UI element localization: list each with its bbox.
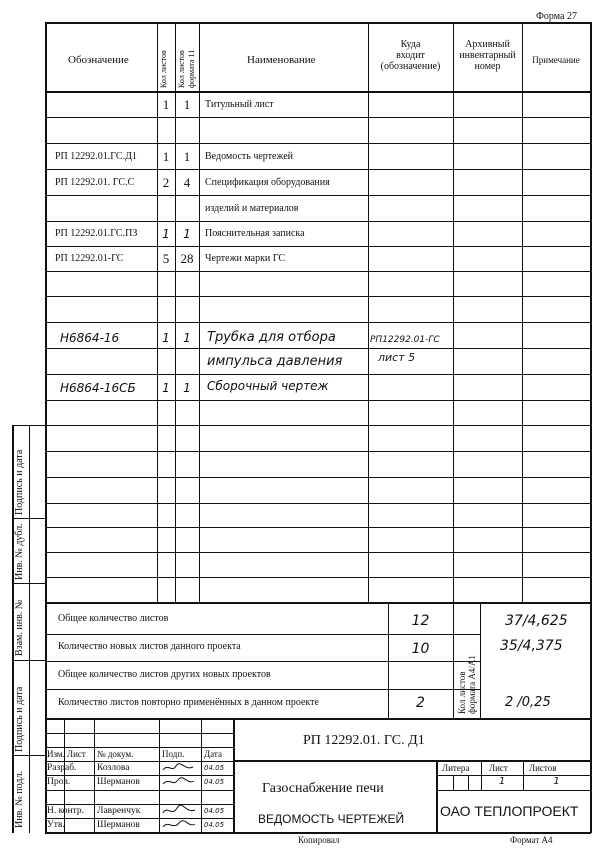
title-sheet-label: Лист [489, 763, 508, 773]
title-sheets-label: Листов [529, 763, 557, 773]
header-where-used-3: (обозначение) [380, 61, 441, 72]
row-sheets-handwritten: 1 [162, 331, 170, 345]
title-hdr-docnum: № докум. [97, 749, 134, 759]
header-name: Наименование [247, 54, 316, 66]
title-sheets-value: 1 [553, 776, 560, 787]
row-code-handwritten: Н6864-16СБ [60, 381, 136, 395]
row-sheets: 1 [162, 97, 170, 112]
title-person: Лавренчук [97, 806, 141, 816]
row-name-handwritten: Сборочный чертеж [207, 379, 329, 393]
title-date: 04.05 [204, 821, 225, 829]
row-code: РП 12292.01.ГС.ПЗ [55, 228, 138, 239]
header-designation: Обозначение [68, 54, 129, 66]
summary-format-label-1: Кол листов [457, 671, 467, 714]
row-name-handwritten: импульса давления [207, 354, 343, 369]
row-name: Чертежи марки ГС [205, 253, 286, 264]
row-format-handwritten: 1 [183, 331, 191, 345]
row-format: 1 [183, 97, 191, 112]
signatures [160, 761, 200, 833]
side-label-replace-inv: Взам. инв. № [14, 599, 25, 656]
summary-format-label-2: формата А4/А1 [467, 655, 477, 714]
side-label-sign-date: Подпись и дата [14, 449, 25, 515]
row-format: 1 [183, 227, 191, 241]
title-org: ОАО ТЕПЛОПРОЕКТ [440, 803, 579, 819]
row-format: 28 [180, 251, 194, 266]
summary-reused-label: Количество листов повторно применённых в данном проекте [58, 697, 319, 708]
header-format-count-1: Кол листов [177, 50, 186, 88]
header-where-used-2: входит [396, 50, 425, 61]
row-format: 1 [183, 149, 191, 164]
side-label-orig-inv: Инв. № подл. [14, 771, 25, 828]
title-sheet-value: 1 [498, 776, 506, 787]
summary-total-value: 12 [411, 613, 430, 629]
summary-reused-a4: 2 /0,25 [505, 695, 551, 710]
summary-new-a4: 35/4,375 [500, 638, 563, 654]
row-sheets: 5 [162, 251, 170, 266]
title-hdr-sign: Подп. [162, 749, 185, 759]
title-stage-label: Литера [442, 763, 470, 773]
title-role: Утв. [47, 820, 65, 830]
row-name: Ведомость чертежей [205, 151, 294, 162]
header-archive-1: Архивный [465, 39, 510, 50]
title-role: Разраб. [47, 763, 77, 773]
side-label-sign-date-2: Подпись и дата [14, 686, 25, 752]
title-hdr-sheet: Лист [67, 749, 86, 759]
title-date: 04.05 [204, 778, 225, 786]
title-role: Н. контр. [47, 806, 84, 816]
summary-new-label: Количество новых листов данного проекта [58, 641, 241, 652]
form-label: Форма 27 [536, 11, 577, 22]
title-hdr-date: Дата [204, 749, 222, 759]
header-archive-3: номер [474, 61, 501, 72]
summary-total-label: Общее количество листов [58, 613, 169, 624]
row-code: РП 12292.01. ГС.С [55, 177, 135, 188]
title-person: Шерманов [97, 777, 140, 787]
title-date: 04.05 [204, 764, 225, 772]
row-name: Пояснительная записка [205, 228, 305, 239]
header-archive-2: инвентарный [459, 50, 516, 61]
title-doc-code: РП 12292.01. ГС. Д1 [303, 733, 425, 748]
summary-total-a4: 37/4,625 [505, 613, 568, 629]
row-name-handwritten: Трубка для отбора [207, 330, 336, 345]
row-sheets-handwritten: 1 [162, 381, 170, 395]
summary-new-value: 10 [411, 641, 430, 657]
title-person: Шерманов [97, 820, 140, 830]
title-person: Козлова [97, 763, 130, 773]
title-hdr-change: Изм. [47, 749, 65, 759]
row-sheets: 1 [162, 149, 170, 164]
row-name: Спецификация оборудования [205, 177, 330, 188]
footer-format: Формат А4 [510, 835, 553, 845]
row-sheets: 2 [162, 175, 170, 190]
header-sheet-count: Кол листов [159, 50, 168, 88]
header-note: Примечание [532, 55, 580, 65]
row-code-handwritten: Н6864-16 [60, 331, 120, 345]
title-role: Пров. [47, 777, 71, 787]
row-format-handwritten: 1 [183, 381, 191, 395]
row-name: Титульный лист [205, 99, 274, 110]
row-name: изделий и материалов [205, 203, 299, 214]
row-code: РП 12292.01.ГС.Д1 [55, 151, 137, 162]
row-format: 4 [183, 175, 191, 190]
header-format-count-2: формата 11 [187, 49, 196, 88]
row-sheets: 1 [162, 227, 170, 241]
footer-copied: Копировал [298, 835, 340, 845]
header-where-used-1: Куда [400, 39, 421, 50]
side-label-dup-inv: Инв. № дубл. [14, 523, 25, 580]
title-document: ВЕДОМОСТЬ ЧЕРТЕЖЕЙ [258, 812, 405, 826]
title-date: 04.05 [204, 807, 225, 815]
row-code: РП 12292.01-ГС [55, 253, 124, 264]
summary-reused-value: 2 [416, 695, 425, 711]
row-where-handwritten: РП12292.01-ГС [370, 335, 440, 345]
row-where-handwritten: лист 5 [378, 351, 416, 364]
title-project: Газоснабжение печи [262, 781, 384, 796]
summary-other-label: Общее количество листов других новых проектов [58, 669, 271, 680]
